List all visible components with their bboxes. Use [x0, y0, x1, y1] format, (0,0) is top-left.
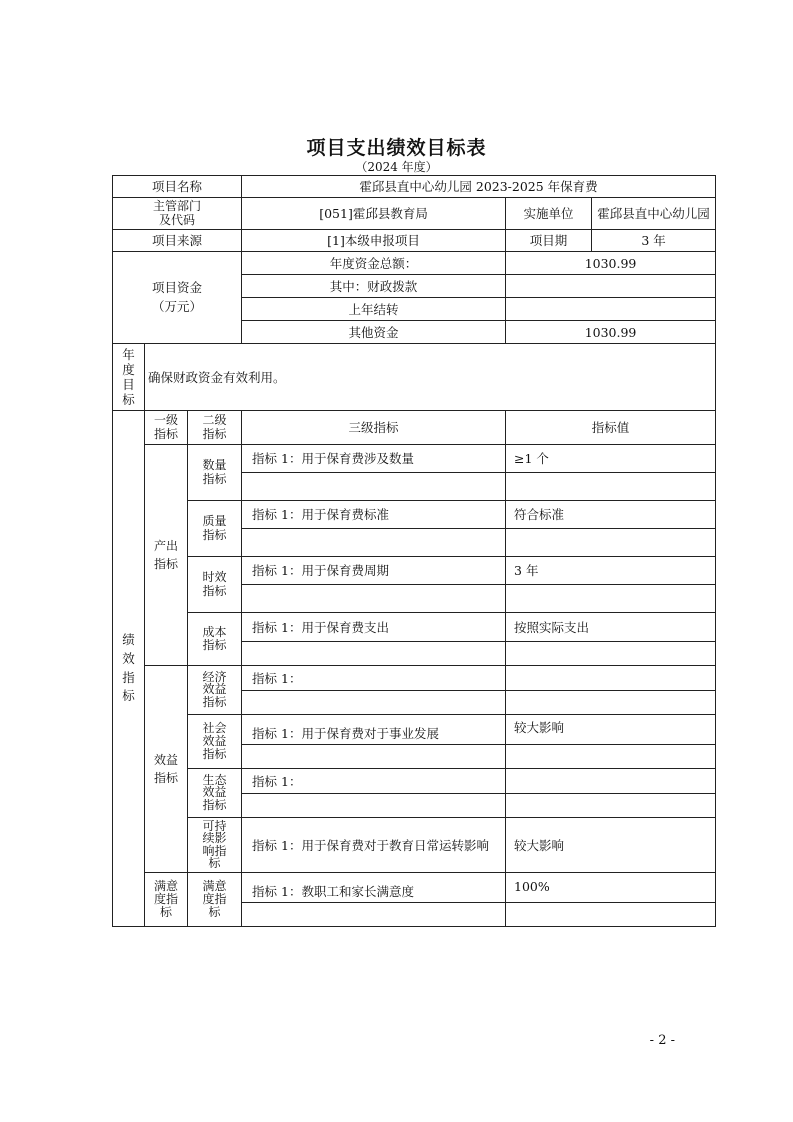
- level2-social: 社会效益指标: [188, 715, 242, 769]
- level2-timeliness: 时效指标: [188, 557, 242, 613]
- level2-cost: 成本指标: [188, 613, 242, 666]
- indicator-text-quantity: 指标 1：用于保育费涉及数量: [242, 445, 506, 473]
- indicator-value-satisfaction: 100%: [506, 873, 716, 903]
- row-indicator-header: [113, 411, 716, 445]
- indicator-text-empty: [242, 745, 506, 769]
- header-level3: 三级指标: [242, 411, 506, 445]
- level2-ecological: 生态效益指标: [188, 769, 242, 818]
- annual-goal-text: 确保财政资金有效利用。: [145, 344, 716, 411]
- value-impl-unit: 霍邱县直中心幼儿园: [592, 198, 716, 230]
- value-period: 3 年: [592, 230, 716, 252]
- funds-value-total: 1030.99: [506, 252, 716, 275]
- indicator-text-empty: [242, 903, 506, 927]
- level1-output: 产出指标: [145, 445, 188, 666]
- table-row: [113, 873, 716, 903]
- level2-sustainable: 可持续影响指标: [188, 818, 242, 873]
- level2-quality: 质量指标: [188, 501, 242, 557]
- label-project-name: 项目名称: [113, 176, 242, 198]
- indicator-text-empty: [242, 585, 506, 613]
- indicator-text-cost: 指标 1：用于保育费支出: [242, 613, 506, 642]
- header-level2: 二级指标: [188, 411, 242, 445]
- indicator-text-empty: [242, 642, 506, 666]
- indicator-text-ecological: 指标 1：: [242, 769, 506, 794]
- funds-value-other: 1030.99: [506, 321, 716, 344]
- indicator-text-satisfaction: 指标 1：教职工和家长满意度: [242, 873, 506, 903]
- indicator-value-sustainable: 较大影响: [506, 818, 716, 873]
- table-row: [113, 715, 716, 745]
- indicator-value-empty: [506, 691, 716, 715]
- level2-satisfaction: 满意度指标: [188, 873, 242, 927]
- table-row: [113, 557, 716, 585]
- indicator-value-empty: [506, 585, 716, 613]
- indicator-value-economic: [506, 666, 716, 691]
- label-funds: 项目资金（万元）: [113, 252, 242, 344]
- indicator-text-empty: [242, 691, 506, 715]
- value-source: [1]本级申报项目: [242, 230, 506, 252]
- indicator-value-empty: [506, 745, 716, 769]
- funds-label-other: 其他资金: [242, 321, 506, 344]
- row-funds-0: [113, 252, 716, 275]
- indicator-value-empty: [506, 903, 716, 927]
- indicator-value-quality: 符合标准: [506, 501, 716, 529]
- table-row: [113, 445, 716, 473]
- label-impl-unit: 实施单位: [506, 198, 592, 230]
- indicator-text-empty: [242, 794, 506, 818]
- table-row: [113, 769, 716, 794]
- indicator-value-empty: [506, 473, 716, 501]
- page-title: 项目支出绩效目标表: [306, 137, 487, 159]
- header-value: 指标值: [506, 411, 716, 445]
- row-dept: [113, 198, 716, 230]
- indicator-text-economic: 指标 1：: [242, 666, 506, 691]
- indicator-value-empty: [506, 642, 716, 666]
- level2-economic: 经济效益指标: [188, 666, 242, 715]
- funds-value-fiscal: [506, 275, 716, 298]
- funds-value-carryover: [506, 298, 716, 321]
- indicator-text-quality: 指标 1：用于保育费标准: [242, 501, 506, 529]
- indicator-value-cost: 按照实际支出: [506, 613, 716, 642]
- indicator-value-empty: [506, 529, 716, 557]
- row-source: [113, 230, 716, 252]
- funds-label-fiscal: 其中：财政拨款: [242, 275, 506, 298]
- table-row: [113, 613, 716, 642]
- indicator-value-quantity: ≥1 个: [506, 445, 716, 473]
- header-level1: 一级指标: [145, 411, 188, 445]
- indicator-text-social: 指标 1：用于保育费对于事业发展: [242, 715, 506, 745]
- indicator-text-empty: [242, 529, 506, 557]
- table-row: [113, 818, 716, 873]
- label-source: 项目来源: [113, 230, 242, 252]
- indicator-value-ecological: [506, 769, 716, 794]
- indicator-value-social: 较大影响: [506, 715, 716, 745]
- level1-benefit: 效益指标: [145, 666, 188, 873]
- level1-satisfaction: 满意度指标: [145, 873, 188, 927]
- performance-target-table: [112, 175, 716, 927]
- funds-label-total: 年度资金总额：: [242, 252, 506, 275]
- indicator-text-sustainable: 指标 1：用于保育费对于教育日常运转影响: [242, 818, 506, 873]
- table-row: [113, 501, 716, 529]
- page-number: - 2 -: [649, 1033, 675, 1048]
- label-performance: 绩效指标: [113, 411, 145, 927]
- row-annual-goal: [113, 344, 716, 411]
- row-project-name: [113, 176, 716, 198]
- label-period: 项目期: [506, 230, 592, 252]
- level2-quantity: 数量指标: [188, 445, 242, 501]
- indicator-value-timeliness: 3 年: [506, 557, 716, 585]
- year-subtitle: （2024 年度）: [355, 160, 438, 174]
- indicator-text-timeliness: 指标 1：用于保育费周期: [242, 557, 506, 585]
- indicator-text-empty: [242, 473, 506, 501]
- value-dept: [051]霍邱县教育局: [242, 198, 506, 230]
- table-row: [113, 666, 716, 691]
- label-annual-goal: 年度目标: [113, 344, 145, 411]
- indicator-value-empty: [506, 794, 716, 818]
- value-project-name: 霍邱县直中心幼儿园 2023-2025 年保育费: [242, 176, 716, 198]
- label-dept: 主管部门及代码: [113, 198, 242, 230]
- funds-label-carryover: 上年结转: [242, 298, 506, 321]
